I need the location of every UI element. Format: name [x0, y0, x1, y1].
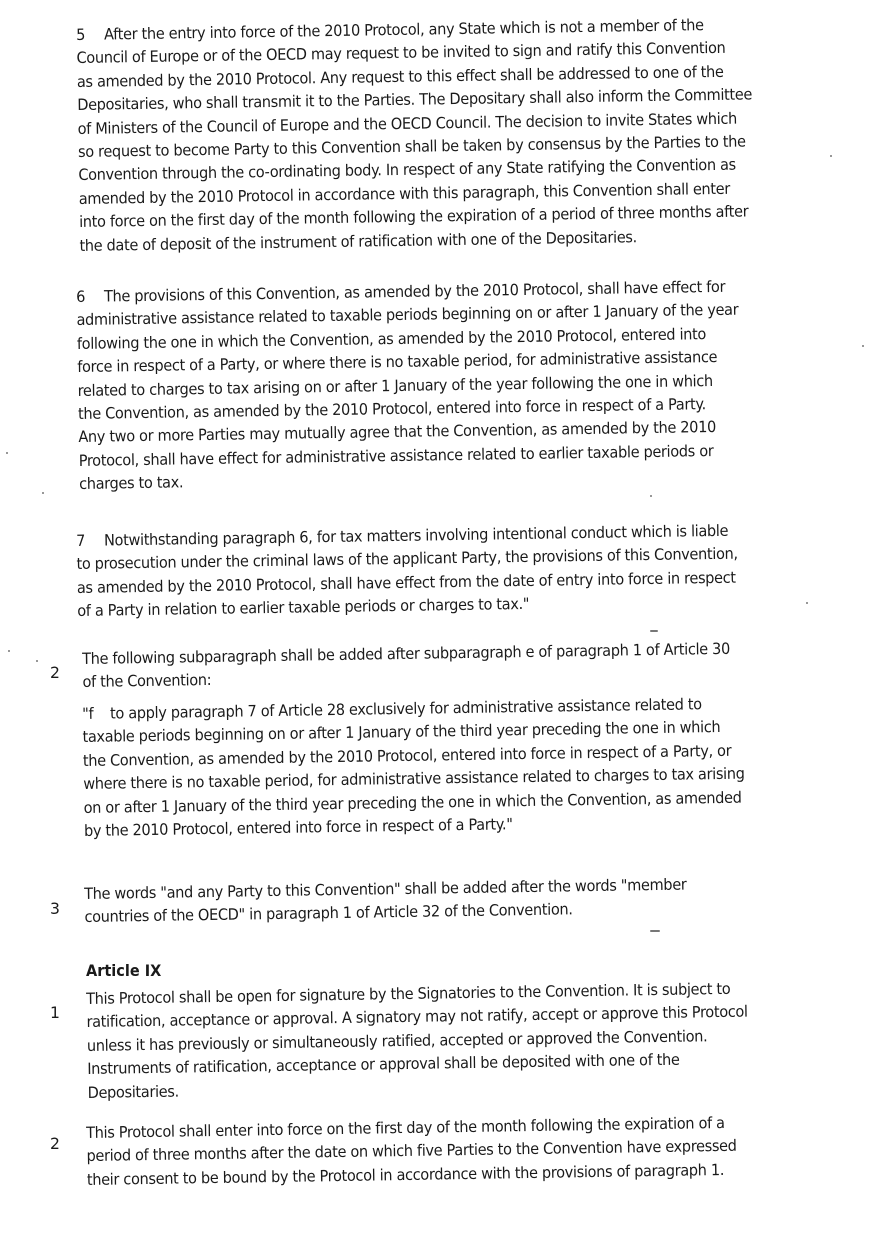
text-line: force in respect of a Party, or where there is no taxable period, for administrative assistance: [77, 348, 718, 377]
text-line: so request to become Party to this Convention shall be taken by consensus by the Parties to the: [77, 132, 746, 161]
text-line: Protocol, shall have effect for administrative assistance related to earlier taxable periods or: [78, 441, 714, 470]
text-line: The provisions of this Convention, as amended by the 2010 Protocol, shall have effect for: [103, 277, 726, 306]
scan-speck: [36, 660, 38, 662]
subparagraph-f-quote: [82, 691, 832, 843]
text-line: of Ministers of the Council of Europe and the OECD Council. The decision to invite States which: [77, 109, 738, 138]
scan-speck: [830, 155, 832, 157]
text-line: of a Party in relation to earlier taxable periods or charges to tax.": [77, 595, 530, 621]
text-line: as amended by the 2010 Protocol. Any request to this effect shall be addressed to one of the: [76, 62, 724, 91]
scan-speck: [8, 650, 10, 652]
scan-speck: [650, 930, 660, 932]
text-line: into force on the first day of the month following the expiration of a period of three months after: [78, 202, 749, 232]
text-line: The following subparagraph shall be added after subparagraph e of paragraph 1 of Article 30: [82, 639, 731, 668]
text-line: taxable periods beginning on or after 1 January of the third year preceding the one in which: [82, 718, 721, 747]
text-line: Council of Europe or of the OECD may request to be invited to sign and ratify this Convention: [76, 39, 726, 68]
text-line: following the one in which the Convention, as amended by the 2010 Protocol, entered into: [76, 324, 707, 353]
text-line: the Convention, as amended by the 2010 Protocol, entered into force in respect of a Party, or: [82, 741, 732, 770]
paragraph-number: 7: [76, 531, 86, 550]
scan-speck: [806, 602, 808, 604]
text-line: their consent to be bound by the Protocol in accordance with the provisions of paragraph 1.: [86, 1160, 725, 1189]
scan-speck: [6, 452, 8, 454]
text-line: Convention through the co-ordinating body. In respect of any State ratifying the Convention as: [78, 155, 736, 185]
text-line: The words "and any Party to this Convention" shall be added after the words "member: [84, 875, 687, 903]
text-line: the Convention, as amended by the 2010 Protocol, entered into force in respect of a Party.: [77, 395, 706, 423]
section-number-3: 3: [50, 900, 60, 918]
text-line: where there is no taxable period, for administrative assistance related to charges to tax arising: [83, 764, 745, 794]
scan-speck: [650, 495, 652, 497]
section-3: [84, 871, 833, 930]
article-item-number-1: 1: [50, 1004, 60, 1022]
paragraph-5: [76, 12, 828, 258]
text-line: After the entry into force of the 2010 Protocol, any State which is not a member of the: [103, 16, 704, 44]
text-line: ratification, acceptance or approval. A signatory may not ratify, accept or approve this Protocol: [86, 1003, 748, 1032]
text-line: on or after 1 January of the third year preceding the one in which the Convention, as amended: [83, 788, 742, 817]
text-line: countries of the OECD" in paragraph 1 of Article 32 of the Convention.: [84, 900, 573, 927]
text-line: charges to tax.: [78, 473, 184, 494]
section-number-2: 2: [50, 664, 60, 682]
text-line: unless it has previously or simultaneously ratified, accepted or approved the Convention.: [86, 1027, 708, 1055]
section-2: [82, 636, 831, 695]
paragraph-7: [76, 518, 825, 623]
text-line: by the 2010 Protocol, entered into force in respect of a Party.": [83, 815, 513, 840]
text-line: Instruments of ratification, acceptance or approval shall be deposited with one of the: [87, 1050, 680, 1079]
paragraph-6: [76, 274, 827, 496]
text-line: Notwithstanding paragraph 6, for tax matters involving intentional conduct which is liable: [103, 521, 729, 550]
scan-speck: [42, 492, 44, 494]
text-line: related to charges to tax arising on or after 1 January of the year following the one in which: [77, 371, 713, 400]
text-line: This Protocol shall be open for signature by the Signatories to the Convention. It is subject to: [86, 979, 731, 1008]
text-line: This Protocol shall enter into force on the first day of the month following the expiration of a: [86, 1113, 725, 1142]
article-item-number-2: 2: [50, 1135, 60, 1153]
text-line: Depositaries.: [87, 1082, 179, 1102]
text-line: of the Convention:: [82, 671, 212, 692]
article-item-1: [86, 976, 836, 1105]
text-line: as amended by the 2010 Protocol, shall have effect from the date of entry into force in respect: [76, 568, 736, 597]
subparagraph-marker: "f: [82, 704, 94, 723]
text-line: the date of deposit of the instrument of ratification with one of the Depositaries.: [79, 227, 637, 255]
paragraph-number: 6: [76, 287, 86, 306]
scan-speck: [650, 630, 658, 632]
text-line: Depositaries, who shall transmit it to the Parties. The Depositary shall also inform the Committee: [77, 85, 753, 115]
scan-speck: [862, 345, 864, 347]
text-line: Any two or more Parties may mutually agree that the Convention, as amended by the 2010: [78, 418, 717, 447]
text-line: administrative assistance related to taxable periods beginning on or after 1 January of the year: [76, 300, 739, 330]
paragraph-number: 5: [76, 25, 86, 44]
article-heading: Article IX: [86, 962, 162, 980]
text-line: to apply paragraph 7 of Article 28 exclusively for administrative assistance related to: [109, 695, 702, 723]
article-item-2: [86, 1110, 835, 1192]
text-line: amended by the 2010 Protocol in accordance with this paragraph, this Convention shall enter: [78, 179, 731, 208]
text-line: to prosecution under the criminal laws of the applicant Party, the provisions of this Convention,: [76, 545, 738, 574]
text-line: period of three months after the date on which five Parties to the Convention have expressed: [86, 1137, 737, 1166]
